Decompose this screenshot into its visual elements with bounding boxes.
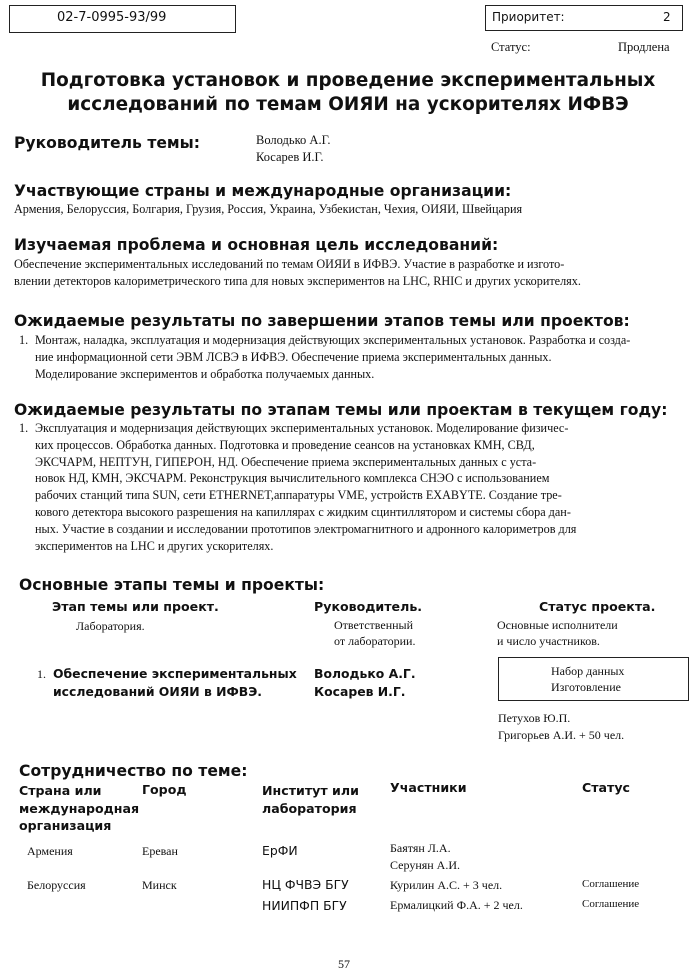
- expected-year-heading: Ожидаемые результаты по этапам темы или проектам в текущем году:: [14, 401, 668, 419]
- stage-item-leader: Косарев И.Г.: [314, 684, 406, 699]
- text-line: рабочих станций типа SUN, сети ETHERNET,аппаратуры VME, устройств EXABYTE. Создание тре-: [35, 488, 562, 503]
- stage-executors: [498, 710, 624, 744]
- stages-col2-sub-line: Ответственный: [334, 618, 414, 632]
- stage-item-title: [53, 665, 297, 701]
- stages-col3-sub: [497, 617, 618, 649]
- stages-col3-title: Статус проекта.: [539, 599, 656, 614]
- coop-row-status: Соглашение: [582, 898, 640, 910]
- stage-item-title-line: Обеспечение экспериментальных: [53, 666, 297, 681]
- text-line: ЭКСЧАРМ, НЕПТУН, ГИПЕРОН, НД. Обеспечение приема экспериментальных данных с уста-: [35, 454, 537, 469]
- coop-row-city: Минск: [142, 878, 177, 892]
- coop-row-participants: [390, 840, 460, 874]
- stages-col3-sub-line: и число участников.: [497, 634, 600, 648]
- expected-final-item: [19, 332, 685, 382]
- problem-text: [14, 256, 684, 290]
- text-line: новок НД, КМН, ЭКСЧАРМ. Реконструкция вычислительного комплекса СНЭО с использованием: [35, 471, 550, 486]
- coop-row-participants: Курилин А.С. + 3 чел.: [390, 878, 503, 892]
- coop-row-city: Ереван: [142, 844, 178, 858]
- coop-header-institute: [262, 782, 359, 817]
- text-line: ных. Участие в создании и исследовании прототипов электромагнитного и адронного калориметров для: [35, 521, 577, 536]
- expected-year-item: [19, 420, 685, 554]
- text-line: кового детектора высокого разрешения на капиллярах с жидким сцинтиллятором и системы сбора дан-: [35, 504, 571, 519]
- text-line: влении детекторов калориметрического типа для новых экспериментов на LHC, RHIC и других ускорителях.: [14, 273, 581, 288]
- stage-item-number: 1.: [37, 667, 46, 681]
- stage-executor: Петухов Ю.П.: [498, 711, 571, 725]
- stage-status: [551, 663, 688, 695]
- priority-box: [485, 5, 683, 31]
- text-line: ких процессов. Обработка данных. Подготовка и проведение сеансов на установках КМН, СВД,: [35, 437, 535, 452]
- coop-header-line: Институт или: [262, 783, 359, 798]
- leaders-label: Руководитель темы:: [14, 134, 201, 152]
- title-line-1: Подготовка установок и проведение экспериментальных: [40, 70, 656, 91]
- coop-row-institute: НИИПФП БГУ: [262, 898, 347, 913]
- coop-participant: Серунян А.И.: [390, 858, 461, 872]
- stages-col1-title: Этап темы или проект.: [52, 599, 219, 614]
- stage-status-box: [498, 657, 689, 701]
- problem-heading: Изучаемая проблема и основная цель исследований:: [14, 236, 499, 254]
- coop-row-status: Соглашение: [582, 878, 640, 890]
- leader-name: Володько А.Г.: [256, 133, 331, 147]
- coop-header-line: организация: [19, 818, 112, 833]
- coop-participant: Баятян Л.А.: [390, 841, 451, 855]
- cooperation-heading: Сотрудничество по теме:: [19, 762, 248, 780]
- priority-value: 2: [663, 10, 671, 24]
- text-line: Обеспечение экспериментальных исследований по темам ОИЯИ в ИФВЭ. Участие в разработке и изгото-: [14, 257, 565, 271]
- text-line: Эксплуатация и модернизация действующих экспериментальных установок. Моделирование физичес-: [35, 421, 569, 435]
- coop-header-city: Город: [142, 782, 187, 797]
- item-number: 1.: [19, 333, 29, 347]
- priority-label: Приоритет:: [492, 10, 565, 24]
- status-value: Продлена: [618, 40, 670, 54]
- countries-heading: Участвующие страны и международные организации:: [14, 182, 512, 200]
- countries-text: Армения, Белоруссия, Болгария, Грузия, Россия, Украина, Узбекистан, Чехия, ОИЯИ, Швейцария: [14, 202, 523, 216]
- doc-code-box: [9, 5, 236, 33]
- coop-header-country: [19, 782, 139, 835]
- doc-code: 02-7-0995-93/99: [57, 10, 167, 25]
- expected-final-heading: Ожидаемые результаты по завершении этапов темы или проектов:: [14, 312, 630, 330]
- item-number: 1.: [19, 421, 29, 435]
- coop-header-line: Страна или: [19, 783, 102, 798]
- stage-item-title-line: исследований ОИЯИ в ИФВЭ.: [53, 684, 262, 699]
- title-line-2: исследований по темам ОИЯИ на ускорителях ИФВЭ: [67, 94, 629, 115]
- stages-col3-sub-line: Основные исполнители: [497, 618, 618, 632]
- stages-col1-sub: Лаборатория.: [76, 619, 145, 633]
- stage-status-line: Изготовление: [551, 680, 621, 694]
- coop-header-status: Статус: [582, 780, 631, 795]
- stages-col2-sub-line: от лаборатории.: [334, 634, 416, 648]
- stage-executor: Григорьев А.И. + 50 чел.: [498, 728, 625, 742]
- text-line: экспериментов на LHC и других ускорителях.: [35, 538, 274, 553]
- status-label: Статус:: [491, 40, 531, 54]
- page-title: [0, 69, 696, 117]
- leaders-names: [256, 132, 331, 166]
- coop-row-institute: ЕрФИ: [262, 843, 298, 858]
- page-number: 57: [338, 957, 350, 971]
- text-line: ние информационной сети ЭВМ ЛСВЭ в ИФВЭ. Обеспечение приема экспериментальных данных.: [35, 349, 552, 364]
- text-line: Моделирование экспериментов и обработка получаемых данных.: [35, 366, 375, 381]
- coop-row-participants: Ермалицкий Ф.А. + 2 чел.: [390, 898, 523, 912]
- coop-header-line: лаборатория: [262, 800, 357, 816]
- coop-header-participants: Участники: [390, 780, 467, 795]
- stage-item-leaders: [314, 665, 416, 701]
- coop-row-country: Белоруссия: [27, 878, 86, 892]
- coop-row-country: Армения: [27, 844, 73, 858]
- stages-col2-sub: [334, 617, 415, 649]
- coop-header-line: международная: [19, 800, 140, 816]
- coop-row-institute: НЦ ФЧВЭ БГУ: [262, 877, 349, 892]
- stages-heading: Основные этапы темы и проекты:: [19, 576, 325, 594]
- stage-status-line: Набор данных: [551, 664, 625, 678]
- stages-col2-title: Руководитель.: [314, 599, 423, 614]
- stage-item-leader: Володько А.Г.: [314, 666, 416, 681]
- leader-name: Косарев И.Г.: [256, 150, 324, 164]
- text-line: Монтаж, наладка, эксплуатация и модернизация действующих экспериментальных установок. Разработка и созда-: [35, 333, 631, 347]
